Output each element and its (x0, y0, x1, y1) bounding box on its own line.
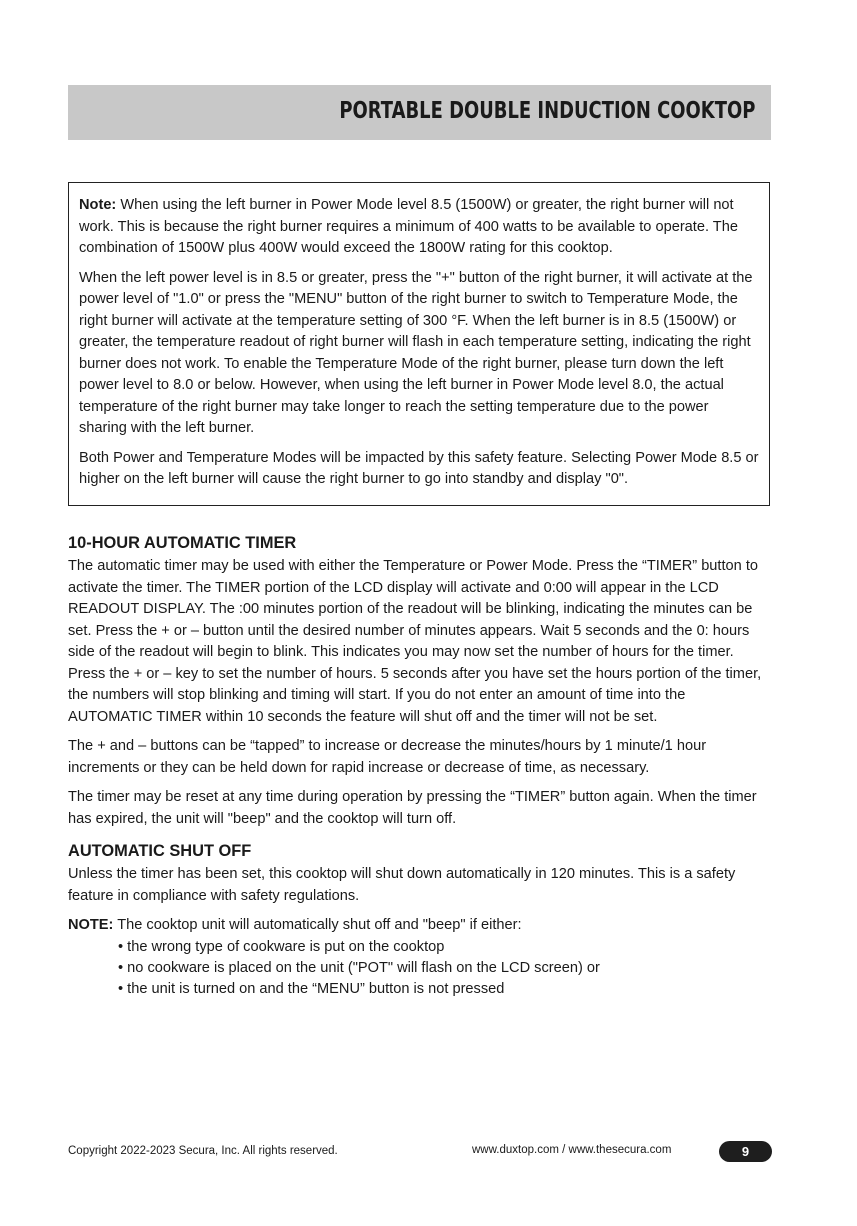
note-paragraph-2: When the left power level is in 8.5 or greater, press the "+" button of the right burner, it will activate at the power level of "1.0" or press the "MENU" button of the right burner to switch to Temperature Mode, the right burner will activate at the temperature setting of 300 °F. When the left burner is in 8.5 (1500W) or greater, the temperature readout of right burner will flash in each temperature setting, indicating the right burner does not work. To enable the Temperature Mode of the right burner, please turn down the left power level to 8.0 or below. However, when using the left burner in Power Mode level 8.0, the actual temperature of the right burner may take longer to reach the setting temperature due to the power sharing with the left burner. (79, 269, 753, 436)
shutoff-section (68, 840, 773, 1000)
list-item: • no cookware is placed on the unit ("POT" will flash on the LCD screen) or (118, 959, 600, 976)
timer-heading: 10-HOUR AUTOMATIC TIMER (68, 534, 297, 552)
shutoff-bullet-list (68, 937, 773, 1000)
note-paragraph-1 (79, 195, 759, 260)
footer-urls: www.duxtop.com / www.thesecura.com (472, 1144, 672, 1156)
timer-paragraph-2: The + and – buttons can be “tapped” to increase or decrease the minutes/hours by 1 minute/1 hour increments or they can be held down for rapid increase or decrease of time, as necessary. (68, 738, 707, 776)
note-paragraph-3: Both Power and Temperature Modes will be impacted by this safety feature. Selecting Power Mode 8.5 or higher on the left burner will cause the right burner to go into standby and display "0". (79, 449, 759, 487)
header-bar (68, 85, 771, 140)
note-text: When using the left burner in Power Mode level 8.5 (1500W) or greater, the right burner will not work. This is because the right burner requires a minimum of 400 watts to be available to operate. The combination of 1500W plus 400W would exceed the 1800W rating for this cooktop. (79, 197, 738, 256)
timer-paragraph-3: The timer may be reset at any time during operation by pressing the “TIMER” button again. When the timer has expired, the unit will "beep" and the cooktop will turn off. (68, 789, 757, 827)
note-box (68, 182, 770, 506)
shutoff-heading: AUTOMATIC SHUT OFF (68, 842, 252, 860)
shutoff-paragraph-1: Unless the timer has been set, this cooktop will shut down automatically in 120 minutes. This is a safety feature in compliance with safety regulations. (68, 866, 736, 904)
list-item: • the wrong type of cookware is put on the cooktop (118, 938, 445, 955)
timer-section (68, 532, 773, 838)
note-label: Note: (79, 197, 117, 213)
page-title: PORTABLE DOUBLE INDUCTION COOKTOP (338, 98, 755, 124)
page-number-badge: 9 (719, 1141, 772, 1162)
footer-copyright: Copyright 2022-2023 Secura, Inc. All rights reserved. (68, 1145, 338, 1157)
list-item: • the unit is turned on and the “MENU” button is not pressed (118, 980, 505, 997)
shutoff-note (68, 915, 773, 937)
shutoff-note-text: The cooktop unit will automatically shut off and "beep" if either: (113, 917, 522, 933)
shutoff-note-label: NOTE: (68, 917, 114, 933)
timer-paragraph-1: The automatic timer may be used with either the Temperature or Power Mode. Press the “TIMER” button to activate the timer. The TIMER portion of the LCD display will activate and 0:00 will appear in the LCD READOUT DISPLAY. The :00 minutes portion of the readout will be blinking, indicating the minutes can be set. Press the + or – button until the desired number of minutes appears. Wait 5 seconds and the 0: hours side of the readout will begin to blink. This indicates you may now set the number of hours for the timer. Press the + or – key to set the number of hours. 5 seconds after you have set the hours portion of the timer, the numbers will stop blinking and timing will start. If you do not enter an amount of time into the AUTOMATIC TIMER within 10 seconds the feature will shut off and the timer will not be set. (68, 558, 762, 725)
